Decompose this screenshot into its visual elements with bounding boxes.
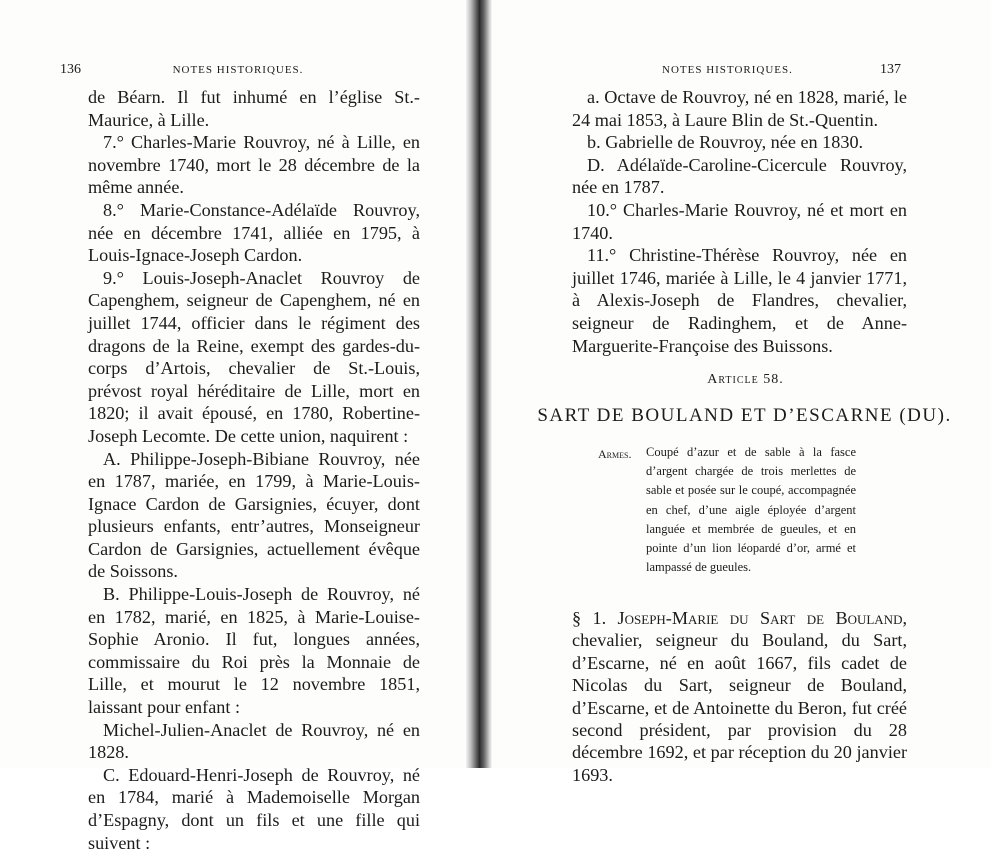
page-number: 136 [60, 62, 81, 77]
page-number: 137 [880, 62, 901, 77]
running-head: NOTES HISTORIQUES. [662, 64, 793, 76]
paragraph: B. Philippe-Louis-Joseph de Rouvroy, né en 1782, marié, en 1825, à Marie-Louise-Sophie Aronio. Il fut, longues années, commissaire du Roi près la Monnaie de Lille, et mourut le 12 novembre 1851, laissant pour enfant : [88, 584, 420, 718]
page-body [88, 86, 420, 854]
running-head: NOTES HISTORIQUES. [172, 64, 304, 76]
paragraph: A. Philippe-Joseph-Bibiane Rouvroy, née en 1787, mariée, en 1799, à Marie-Louis-Ignace Cardon de Garsignies, écuyer, dont plusieurs enfants, entr’autres, Monseigneur Cardon de Garsignies, actuellement évêque de Soissons. [88, 448, 420, 582]
section-text: chevalier, seigneur du Bouland, du Sart, d’Escarne, né en août 1667, fils cadet de Nicolas du Sart, seigneur de Bouland, d’Escarne, et de Antoinette du Beron, fut créé second président, par provision du 28 décembre 1692, et par réception du 20 janvier 1693. [572, 630, 907, 785]
paragraph: C. Edouard-Henri-Joseph de Rouvroy, né en 1784, marié à Mademoiselle Morgan d’Espagny, dont un fils et une fille qui suivent : [88, 764, 420, 853]
paragraph: de Béarn. Il fut inhumé en l’église St.-Maurice, à Lille. [88, 87, 420, 130]
page-body [572, 86, 907, 357]
paragraph: 11.° Christine-Thérèse Rouvroy, née en juillet 1746, mariée à Lille, le 4 janvier 1771, à Alexis-Joseph de Flandres, chevalier, seigneur de Radinghem, et de Anne-Marguerite-Françoise des Buissons. [572, 245, 907, 356]
paragraph: D. Adélaïde-Caroline-Cicercule Rouvroy, née en 1787. [572, 154, 907, 198]
paragraph: 7.° Charles-Marie Rouvroy, né à Lille, en novembre 1740, mort le 28 décembre de la même année. [88, 132, 420, 198]
armes-label: Armes. [598, 447, 632, 461]
paragraph: 9.° Louis-Joseph-Anaclet Rouvroy de Capenghem, seigneur de Capenghem, né en juillet 1744, officier dans le régiment des dragons de la Reine, exempt des gardes-du-corps d’Artois, chevalier de St.-Louis, prévost royal héréditaire de Lille, mort en 1820; il avait épousé, en 1780, Robertine-Joseph Lecomte. De cette union, naquirent : [88, 267, 420, 446]
book-gutter [466, 0, 492, 768]
paragraph: 10.° Charles-Marie Rouvroy, né et mort en 1740. [572, 199, 907, 243]
right-page [492, 0, 991, 785]
paragraph: Michel-Julien-Anaclet de Rouvroy, né en 1828. [88, 719, 420, 763]
section-lead: § 1. Joseph-Marie du Sart de Bouland, [572, 608, 907, 628]
paragraph: 8.° Marie-Constance-Adélaïde Rouvroy, née en décembre 1741, alliée en 1795, à Louis-Ignace-Joseph Cardon. [88, 199, 420, 266]
family-title: SART DE BOULAND ET D’ESCARNE (DU). [537, 405, 952, 426]
section-paragraph [572, 607, 907, 786]
paragraph: b. Gabrielle de Rouvroy, née en 1830. [587, 132, 864, 153]
paragraph: a. Octave de Rouvroy, né en 1828, marié, le 24 mai 1853, à Laure Blin de St.-Quentin. [572, 87, 907, 130]
armes-description: Coupé d’azur et de sable à la fasce d’argent chargée de trois merlettes de sable et posée sur le coupé, accompagnée en chef, d’une aigle éployée d’argent languée et membrée de gueules, et en pointe d’un lion léopardé d’or, armé et lampassé de gueules. [646, 445, 856, 575]
article-heading: Article 58. [707, 372, 784, 387]
left-page [0, 0, 466, 853]
